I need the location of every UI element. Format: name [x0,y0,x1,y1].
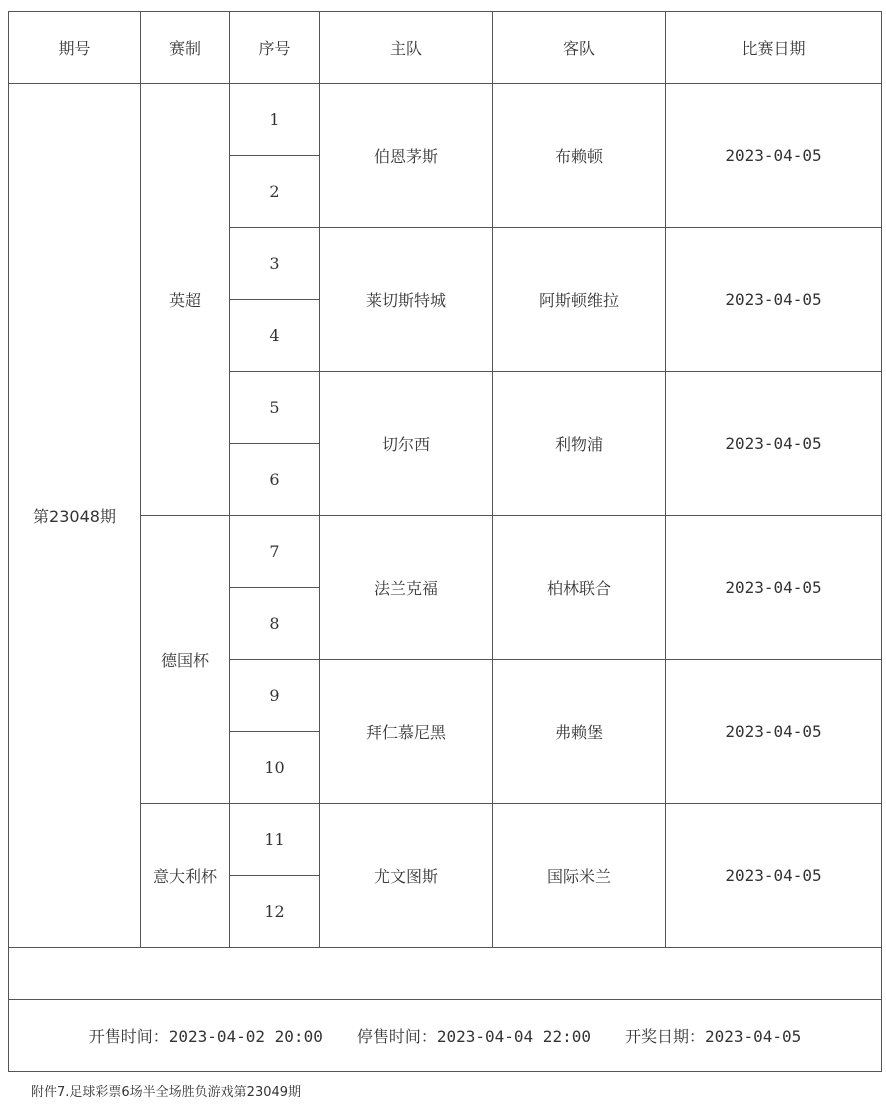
match-date-cell: 2023-04-05 [666,660,882,804]
index-cell: 8 [230,588,320,660]
draw-date-label: 开奖日期： [624,1027,705,1046]
header-home: 主队 [320,12,493,84]
away-team-cell: 国际米兰 [493,804,666,948]
index-cell: 4 [230,300,320,372]
sale-info-row [9,1000,882,1072]
index-cell: 1 [230,84,320,156]
index-cell: 10 [230,732,320,804]
competition-cell: 英超 [141,84,230,516]
table-row [9,84,882,156]
sale-start-value: 2023-04-02 20:00 [168,1027,323,1046]
header-row [9,12,882,84]
competition-cell: 德国杯 [141,516,230,804]
index-cell: 5 [230,372,320,444]
sale-info-cell [9,1000,882,1072]
index-cell: 3 [230,228,320,300]
index-cell: 9 [230,660,320,732]
sale-stop-label: 停售时间： [356,1027,437,1046]
blank-row [9,948,882,1000]
index-cell: 6 [230,444,320,516]
away-team-cell: 柏林联合 [493,516,666,660]
header-index: 序号 [230,12,320,84]
away-team-cell: 利物浦 [493,372,666,516]
home-team-cell: 莱切斯特城 [320,228,493,372]
away-team-cell: 阿斯顿维拉 [493,228,666,372]
match-date-cell: 2023-04-05 [666,228,882,372]
header-format: 赛制 [141,12,230,84]
home-team-cell: 尤文图斯 [320,804,493,948]
index-cell: 11 [230,804,320,876]
index-cell: 12 [230,876,320,948]
match-date-cell: 2023-04-05 [666,804,882,948]
match-date-cell: 2023-04-05 [666,516,882,660]
draw-date-value: 2023-04-05 [704,1027,802,1046]
match-date-cell: 2023-04-05 [666,84,882,228]
index-cell: 7 [230,516,320,588]
match-schedule-table [8,11,882,1072]
blank-cell [9,948,882,1000]
period-cell: 第23048期 [9,84,141,948]
home-team-cell: 拜仁慕尼黑 [320,660,493,804]
header-date: 比赛日期 [666,12,882,84]
away-team-cell: 布赖顿 [493,84,666,228]
away-team-cell: 弗赖堡 [493,660,666,804]
home-team-cell: 切尔西 [320,372,493,516]
attachment-caption: 附件7.足球彩票6场半全场胜负游戏第23049期 [31,1085,302,1100]
index-cell: 2 [230,156,320,228]
match-date-cell: 2023-04-05 [666,372,882,516]
competition-cell: 意大利杯 [141,804,230,948]
home-team-cell: 伯恩茅斯 [320,84,493,228]
header-period: 期号 [9,12,141,84]
sale-start-label: 开售时间： [88,1027,169,1046]
sale-stop-value: 2023-04-04 22:00 [436,1027,591,1046]
header-away: 客队 [493,12,666,84]
home-team-cell: 法兰克福 [320,516,493,660]
